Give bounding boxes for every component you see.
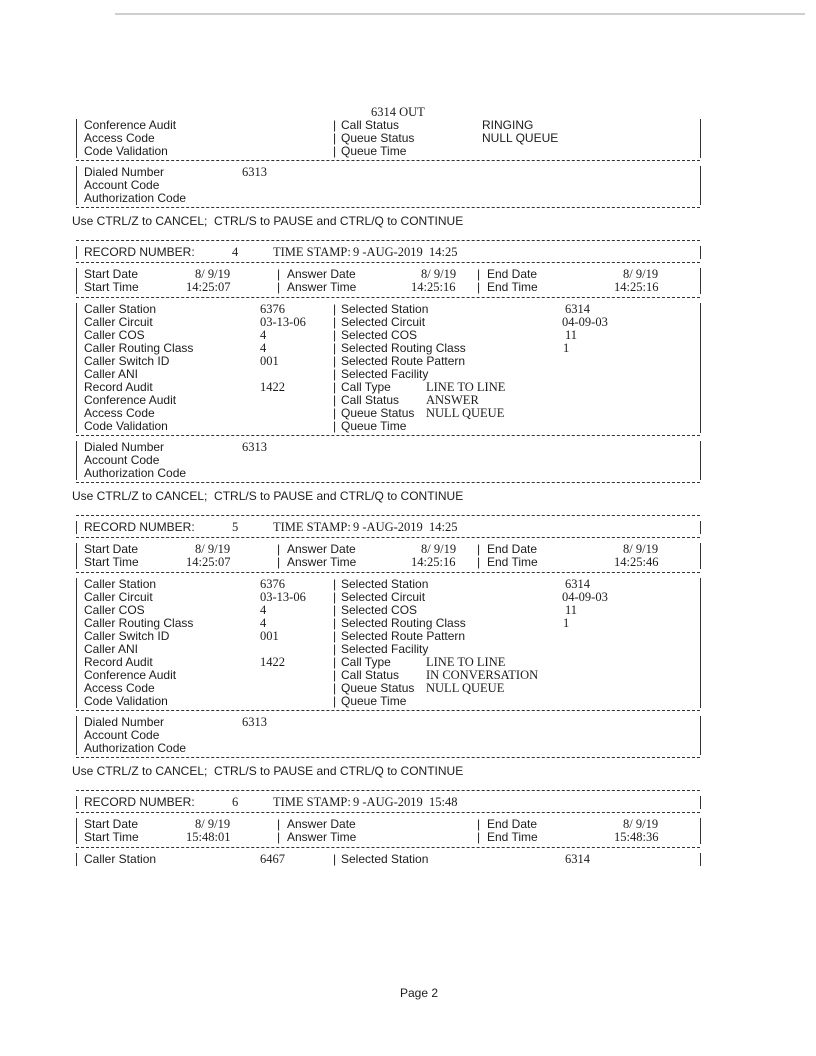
field-label: Authorization Code (84, 191, 187, 205)
end-time-label: End Time (487, 555, 538, 569)
time-stamp-value: 9 -AUG-2019 14:25 (353, 520, 458, 534)
field-label: Dialed Number (84, 165, 165, 179)
field-label: Caller COS (84, 603, 145, 617)
field-label: Dialed Number (84, 440, 165, 454)
field-value: 03-13-06 (260, 315, 306, 329)
field-label: Queue Time (341, 419, 407, 433)
field-label: Authorization Code (84, 741, 187, 755)
start-date-value: 8/ 9/19 (195, 542, 231, 556)
column-divider: | (277, 267, 281, 281)
column-divider: | (333, 603, 337, 617)
field-label: Code Validation (84, 419, 168, 433)
start-date-value: 8/ 9/19 (195, 817, 231, 831)
time-stamp-label: TIME STAMP: (273, 520, 351, 534)
column-divider: | (477, 817, 481, 831)
start-date-label: Start Date (84, 542, 139, 556)
field-label: Selected Station (341, 577, 429, 591)
column-divider: | (333, 315, 337, 329)
dashed-separator (76, 207, 700, 208)
column-bar (76, 796, 77, 809)
field-label: Conference Audit (84, 118, 177, 132)
field-label: Queue Status (341, 406, 415, 420)
column-bar (700, 543, 701, 569)
field-value: 4 (260, 603, 267, 617)
field-label: Selected Station (341, 852, 429, 866)
field-value: LINE TO LINE (426, 380, 506, 394)
field-label: Access Code (84, 406, 155, 420)
column-divider: | (333, 681, 337, 695)
field-label: Selected Route Pattern (341, 354, 466, 368)
field-label: Call Type (341, 380, 391, 394)
start-time-value: 14:25:07 (186, 555, 231, 569)
field-label: Caller Station (84, 302, 157, 316)
field-label: Account Code (84, 728, 160, 742)
field-value: NULL QUEUE (426, 406, 505, 420)
column-divider: | (333, 419, 337, 433)
column-divider: | (333, 144, 337, 158)
column-divider: | (477, 267, 481, 281)
field-value: 6467 (260, 852, 285, 866)
field-label: Caller Switch ID (84, 354, 170, 368)
field-value: IN CONVERSATION (426, 668, 539, 682)
column-bar (700, 166, 701, 205)
column-bar (76, 268, 77, 294)
start-time-label: Start Time (84, 830, 139, 844)
end-date-label: End Date (487, 267, 538, 281)
end-date-value: 8/ 9/19 (623, 542, 659, 556)
end-date-label: End Date (487, 542, 538, 556)
column-bar (700, 853, 701, 866)
column-bar (76, 166, 77, 205)
dashed-separator (76, 482, 700, 483)
column-divider: | (277, 280, 281, 294)
answer-time-label: Answer Time (287, 280, 357, 294)
dashed-separator (76, 297, 700, 298)
dashed-separator (76, 515, 700, 516)
field-label: Caller Circuit (84, 590, 153, 604)
field-value: 04-09-03 (562, 590, 608, 604)
field-label: Caller Circuit (84, 315, 153, 329)
field-label: Caller Station (84, 852, 157, 866)
end-time-label: End Time (487, 830, 538, 844)
column-divider: | (333, 590, 337, 604)
column-bar (76, 818, 77, 844)
field-label: Caller ANI (84, 642, 139, 656)
field-value: 4 (260, 341, 267, 355)
time-stamp-label: TIME STAMP: (273, 795, 351, 809)
field-value: NULL QUEUE (426, 681, 505, 695)
column-bar (76, 119, 77, 158)
column-divider: | (333, 852, 337, 866)
field-label: Queue Status (341, 681, 415, 695)
field-label: Selected Facility (341, 642, 429, 656)
column-bar (76, 441, 77, 480)
column-bar (700, 119, 701, 158)
end-time-value: 14:25:46 (614, 555, 659, 569)
field-label: Access Code (84, 131, 155, 145)
field-label: Caller ANI (84, 367, 139, 381)
field-label: Dialed Number (84, 715, 165, 729)
answer-time-label: Answer Time (287, 555, 357, 569)
partial-record-header: 6314 OUT (371, 105, 425, 119)
field-value: 11 (565, 328, 578, 342)
column-bar (76, 521, 77, 534)
field-value: 4 (260, 616, 267, 630)
column-divider: | (333, 131, 337, 145)
field-value: ANSWER (426, 393, 479, 407)
start-date-label: Start Date (84, 817, 139, 831)
field-label: Selected COS (341, 328, 418, 342)
record-number-value: 4 (232, 245, 239, 259)
dashed-separator (76, 757, 700, 758)
column-divider: | (333, 577, 337, 591)
field-value: 1 (563, 341, 570, 355)
control-prompt: Use CTRL/Z to CANCEL; CTRL/S to PAUSE and CTRL/Q to CONTINUE (72, 764, 464, 778)
answer-date-label: Answer Date (287, 542, 356, 556)
end-date-value: 8/ 9/19 (623, 817, 659, 831)
field-value: 04-09-03 (562, 315, 608, 329)
field-value: NULL QUEUE (482, 131, 559, 145)
field-value: 6314 (565, 852, 590, 866)
column-divider: | (333, 328, 337, 342)
column-divider: | (333, 616, 337, 630)
field-value: 1422 (260, 380, 285, 394)
dashed-separator (76, 812, 700, 813)
field-value: LINE TO LINE (426, 655, 506, 669)
column-divider: | (477, 542, 481, 556)
column-divider: | (333, 354, 337, 368)
column-divider: | (333, 367, 337, 381)
field-label: Call Status (341, 393, 400, 407)
column-divider: | (333, 655, 337, 669)
end-date-label: End Date (487, 817, 538, 831)
dashed-separator (76, 537, 700, 538)
column-bar (700, 268, 701, 294)
start-date-value: 8/ 9/19 (195, 267, 231, 281)
column-bar (700, 521, 701, 534)
time-stamp-value: 9 -AUG-2019 14:25 (353, 245, 458, 259)
field-label: Code Validation (84, 144, 168, 158)
time-stamp-label: TIME STAMP: (273, 245, 351, 259)
dashed-separator (76, 262, 700, 263)
field-value: 4 (260, 328, 267, 342)
field-label: Caller Routing Class (84, 616, 194, 630)
field-value: 001 (260, 354, 279, 368)
field-value: 6313 (242, 165, 267, 179)
field-label: Selected Routing Class (341, 616, 466, 630)
field-label: Selected COS (341, 603, 418, 617)
field-label: Selected Station (341, 302, 429, 316)
field-label: Selected Routing Class (341, 341, 466, 355)
field-label: Conference Audit (84, 393, 177, 407)
field-label: Caller Station (84, 577, 157, 591)
column-divider: | (333, 393, 337, 407)
column-divider: | (477, 280, 481, 294)
field-label: Queue Time (341, 144, 407, 158)
column-bar (76, 246, 77, 259)
column-divider: | (477, 830, 481, 844)
field-label: Code Validation (84, 694, 168, 708)
end-date-value: 8/ 9/19 (623, 267, 659, 281)
field-label: Account Code (84, 453, 160, 467)
dashed-separator (76, 435, 700, 436)
column-bar (700, 716, 701, 755)
column-bar (700, 578, 701, 708)
record-number-label: RECORD NUMBER: (84, 795, 195, 809)
answer-date-label: Answer Date (287, 817, 356, 831)
record-number-value: 5 (232, 520, 239, 534)
field-label: Call Status (341, 118, 400, 132)
field-value: 6314 (565, 577, 590, 591)
start-time-value: 15:48:01 (186, 830, 231, 844)
end-time-label: End Time (487, 280, 538, 294)
record-number-label: RECORD NUMBER: (84, 520, 195, 534)
dashed-separator (76, 790, 700, 791)
dashed-separator (76, 572, 700, 573)
field-label: Account Code (84, 178, 160, 192)
field-label: Queue Time (341, 694, 407, 708)
control-prompt: Use CTRL/Z to CANCEL; CTRL/S to PAUSE and CTRL/Q to CONTINUE (72, 214, 464, 228)
field-label: Caller Switch ID (84, 629, 170, 643)
column-divider: | (333, 380, 337, 394)
control-prompt: Use CTRL/Z to CANCEL; CTRL/S to PAUSE and CTRL/Q to CONTINUE (72, 489, 464, 503)
column-divider: | (333, 694, 337, 708)
start-time-label: Start Time (84, 555, 139, 569)
end-time-value: 15:48:36 (614, 830, 659, 844)
column-bar (700, 441, 701, 480)
column-divider: | (333, 118, 337, 132)
start-time-label: Start Time (84, 280, 139, 294)
dashed-separator (76, 240, 700, 241)
start-time-value: 14:25:07 (186, 280, 231, 294)
answer-time-value: 14:25:16 (411, 555, 456, 569)
field-value: 6376 (260, 577, 285, 591)
scan-edge (115, 13, 805, 15)
field-label: Call Type (341, 655, 391, 669)
column-divider: | (477, 555, 481, 569)
column-bar (76, 543, 77, 569)
page-number: Page 2 (400, 986, 439, 1000)
column-divider: | (277, 555, 281, 569)
field-label: Caller Routing Class (84, 341, 194, 355)
column-divider: | (333, 642, 337, 656)
column-divider: | (277, 817, 281, 831)
column-divider: | (333, 629, 337, 643)
record-number-value: 6 (232, 795, 239, 809)
field-label: Selected Route Pattern (341, 629, 466, 643)
column-bar (700, 303, 701, 433)
record-number-label: RECORD NUMBER: (84, 245, 195, 259)
answer-date-value: 8/ 9/19 (421, 542, 457, 556)
answer-time-label: Answer Time (287, 830, 357, 844)
column-divider: | (333, 302, 337, 316)
field-label: Caller COS (84, 328, 145, 342)
field-label: Call Status (341, 668, 400, 682)
column-bar (76, 716, 77, 755)
field-label: Selected Circuit (341, 315, 426, 329)
field-value: 1422 (260, 655, 285, 669)
column-bar (76, 853, 77, 866)
field-label: Record Audit (84, 380, 153, 394)
field-label: Selected Facility (341, 367, 429, 381)
field-value: 11 (565, 603, 578, 617)
field-label: Access Code (84, 681, 155, 695)
dashed-separator (76, 847, 700, 848)
column-divider: | (333, 668, 337, 682)
answer-date-label: Answer Date (287, 267, 356, 281)
column-divider: | (277, 542, 281, 556)
field-label: Authorization Code (84, 466, 187, 480)
column-bar (700, 818, 701, 844)
column-bar (700, 796, 701, 809)
field-label: Record Audit (84, 655, 153, 669)
dashed-separator (76, 160, 700, 161)
field-value: 1 (563, 616, 570, 630)
field-value: 6314 (565, 302, 590, 316)
time-stamp-value: 9 -AUG-2019 15:48 (353, 795, 458, 809)
column-divider: | (277, 830, 281, 844)
field-label: Queue Status (341, 131, 415, 145)
answer-time-value: 14:25:16 (411, 280, 456, 294)
dashed-separator (76, 710, 700, 711)
start-date-label: Start Date (84, 267, 139, 281)
field-value: 6313 (242, 715, 267, 729)
field-value: 6376 (260, 302, 285, 316)
column-divider: | (333, 406, 337, 420)
field-value: 6313 (242, 440, 267, 454)
answer-date-value: 8/ 9/19 (421, 267, 457, 281)
end-time-value: 14:25:16 (614, 280, 659, 294)
field-value: 03-13-06 (260, 590, 306, 604)
column-divider: | (333, 341, 337, 355)
column-bar (76, 303, 77, 433)
field-label: Selected Circuit (341, 590, 426, 604)
field-label: Conference Audit (84, 668, 177, 682)
field-value: 001 (260, 629, 279, 643)
column-bar (76, 578, 77, 708)
column-bar (700, 246, 701, 259)
field-value: RINGING (482, 118, 534, 132)
